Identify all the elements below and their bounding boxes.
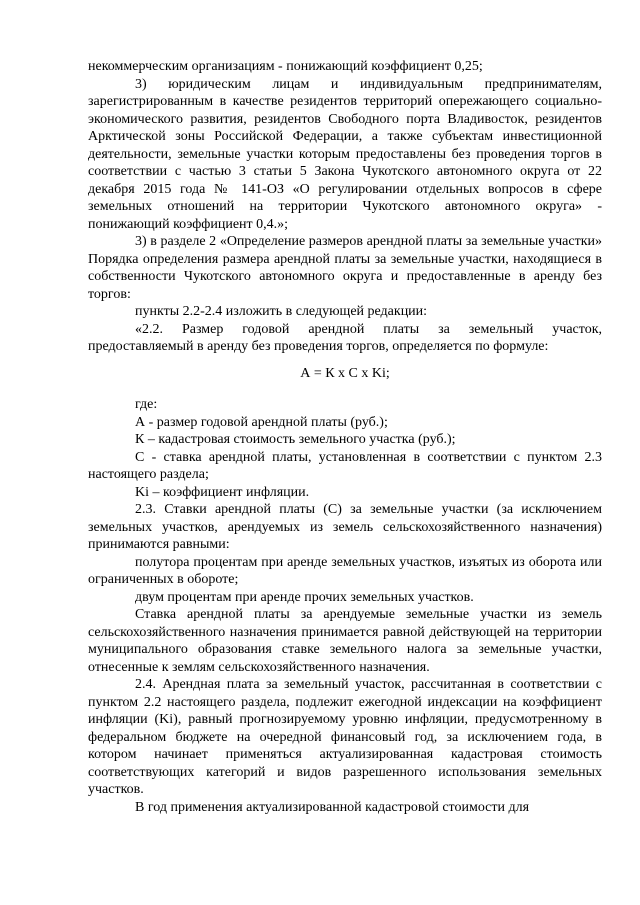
paragraph-item-3-residents: 3) юридическим лицам и индивидуальным предпринимателям, зарегистрированным в качестве резидентов территорий опережающего социально-экономического развития, резидентов Свободного порта Владивосток, резидентов Арктической зоны Российской Федерации, а также субъектам инвестиционной деятельности, земельные участки которым предоставлены без проведения торгов в соответствии с частью 3 статьи 5 Закона Чукотского автономного округа от 22 декабря 2015 года № 141-ОЗ «О регулировании отдельных вопросов в сфере земельных отношений на территории Чукотского автономного округа» - понижающий коэффициент 0,4.»;: [88, 76, 602, 232]
paragraph-points-intro: пункты 2.2-2.4 изложить в следующей редакции:: [135, 304, 428, 319]
paragraph-2-2: «2.2. Размер годовой арендной платы за земельный участок, предоставляемый в аренду без проведения торгов, определяется по формуле:: [88, 321, 602, 354]
paragraph-rate-two: двум процентам при аренде прочих земельных участков.: [135, 589, 474, 605]
paragraph-agricultural-rate: Ставка арендной платы за арендуемые земельные участки из земель сельскохозяйственного назначения принимается равной действующей на территории муниципального образования ставке земельного налога за земельные участки, отнесенные к землям сельскохозяйственного назначения.: [88, 607, 602, 675]
paragraph-rate-one-and-half: полутора процентам при аренде земельных участков, изъятых из оборота или ограниченных в обороте;: [88, 554, 602, 587]
definition-ki: Ki – коэффициент инфляции.: [135, 484, 310, 500]
definition-a: А - размер годовой арендной платы (руб.);: [135, 414, 388, 430]
rent-formula: А = К х С х Ki;: [300, 365, 390, 381]
paragraph-continuation: некоммерческим организациям - понижающий коэффициент 0,25;: [88, 59, 483, 74]
definition-k: К – кадастровая стоимость земельного участка (руб.);: [135, 432, 456, 447]
paragraph-where: где:: [135, 397, 158, 412]
paragraph-2-4: 2.4. Арендная плата за земельный участок, рассчитанная в соответствии с пунктом 2.2 настоящего раздела, подлежит ежегодной индексации на коэффициент инфляции (Ki), равный прогнозируемому уровню инфляции, предусмотренному в федеральном бюджете на очередной финансовый год, за исключением года, в котором начинает применяться актуализированная кадастровая стоимость соответствующих категорий и видов разрешенного использования земельных участков.: [88, 677, 602, 797]
paragraph-item-3-section-2: 3) в разделе 2 «Определение размеров арендной платы за земельные участки» Порядка определения размера арендной платы за земельные участки, находящиеся в собственности Чукотского автономного округа и предоставленные в аренду без торгов:: [88, 234, 602, 302]
definition-c: С - ставка арендной платы, установленная в соответствии с пунктом 2.3 настоящего раздела;: [88, 449, 602, 482]
paragraph-2-3: 2.3. Ставки арендной платы (С) за земельные участки (за исключением земельных участков, арендуемых из земель сельскохозяйственного назначения) принимаются равными:: [88, 502, 602, 552]
paragraph-actualized-value: В год применения актуализированной кадастровой стоимости для: [135, 799, 530, 815]
document-body: [88, 58, 602, 816]
